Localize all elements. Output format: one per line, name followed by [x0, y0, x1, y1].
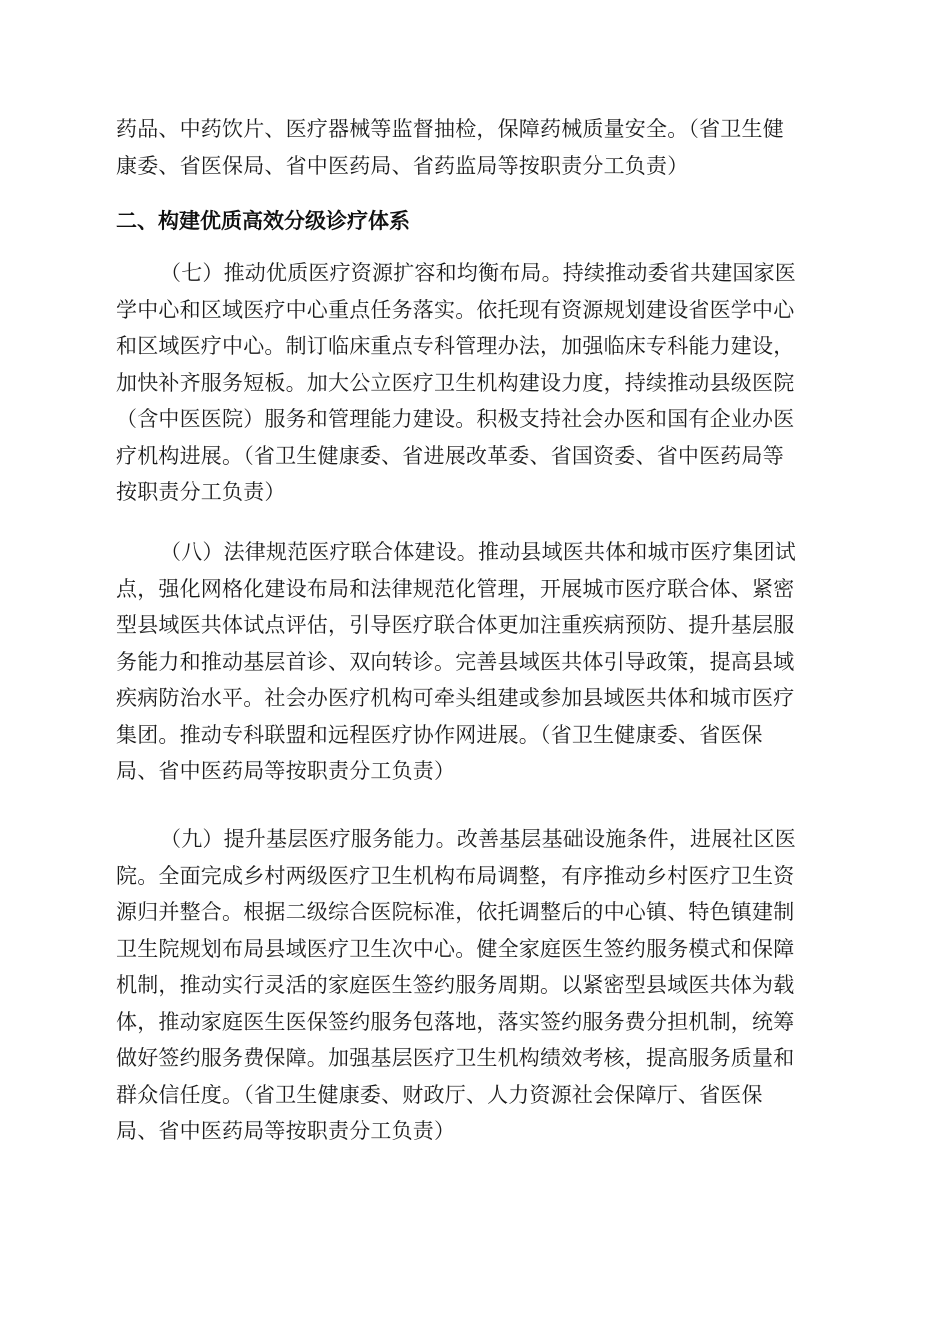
text-line: 务能力和推动基层首诊、双向转诊。完善县域医共体引导政策，提高县域	[116, 649, 795, 674]
text-line: （九）提升基层医疗服务能力。改善基层基础设施条件，进展社区医	[160, 827, 796, 851]
text-line: 集团。推动专科联盟和远程医疗协作网进展。（省卫生健康委、省医保	[116, 722, 763, 747]
text-line: （含中医医院）服务和管理能力建设。积极支持社会办医和国有企业办医	[116, 407, 795, 431]
text-line: （八）法律规范医疗联合体建设。推动县域医共体和城市医疗集团试	[160, 540, 796, 564]
text-line: 按职责分工负责）	[116, 480, 286, 504]
text-line: 做好签约服务费保障。加强基层医疗卫生机构绩效考核，提高服务质量和	[116, 1046, 795, 1070]
text-line: 源归并整合。根据二级综合医院标准，依托调整后的中心镇、特色镇建制	[116, 900, 795, 924]
text-line: （七）推动优质医疗资源扩容和均衡布局。持续推动委省共建国家医	[160, 261, 796, 285]
text-line: 群众信任度。（省卫生健康委、财政厅、人力资源社会保障厅、省医保	[116, 1082, 763, 1107]
paragraph-9	[116, 821, 838, 1150]
text-line: 和区域医疗中心。制订临床重点专科管理办法，加强临床专科能力建设，	[116, 334, 795, 358]
paragraph-7	[116, 255, 838, 511]
text-line: 机制，推动实行灵活的家庭医生签约服务周期。以紧密型县域医共体为载	[116, 973, 795, 997]
text-line: 卫生院规划布局县域医疗卫生次中心。健全家庭医生签约服务模式和保障	[116, 936, 795, 961]
text-line: 点，强化网格化建设布局和法律规范化管理，开展城市医疗联合体、紧密	[116, 576, 795, 601]
text-line: 体，推动家庭医生医保签约服务包落地，落实签约服务费分担机制，统筹	[116, 1009, 795, 1034]
text-line: 疗机构进展。（省卫生健康委、省进展改革委、省国资委、省中医药局等	[116, 443, 784, 468]
text-line: 康委、省医保局、省中医药局、省药监局等按职责分工负责）	[116, 153, 689, 178]
text-line: 型县域医共体试点评估，引导医疗联合体更加注重疾病预防、提升基层服	[116, 613, 795, 637]
text-line: 加快补齐服务短板。加大公立医疗卫生机构建设力度，持续推动县级医院	[116, 370, 795, 395]
text-line: 局、省中医药局等按职责分工负责）	[116, 759, 456, 783]
text-line: 学中心和区域医疗中心重点任务落实。依托现有资源规划建设省医学中心	[116, 297, 795, 322]
section-heading: 二、构建优质高效分级诊疗体系	[116, 209, 410, 233]
paragraph-8	[116, 534, 838, 790]
text-line: 疾病防治水平。社会办医疗机构可牵头组建或参加县域医共体和城市医疗	[116, 686, 795, 710]
text-line: 局、省中医药局等按职责分工负责）	[116, 1119, 456, 1143]
text-line: 药品、中药饮片、医疗器械等监督抽检，保障药械质量安全。（省卫生健	[116, 117, 784, 141]
intro-paragraph	[116, 111, 838, 184]
text-line: 院。全面完成乡村两级医疗卫生机构布局调整，有序推动乡村医疗卫生资	[116, 863, 795, 888]
